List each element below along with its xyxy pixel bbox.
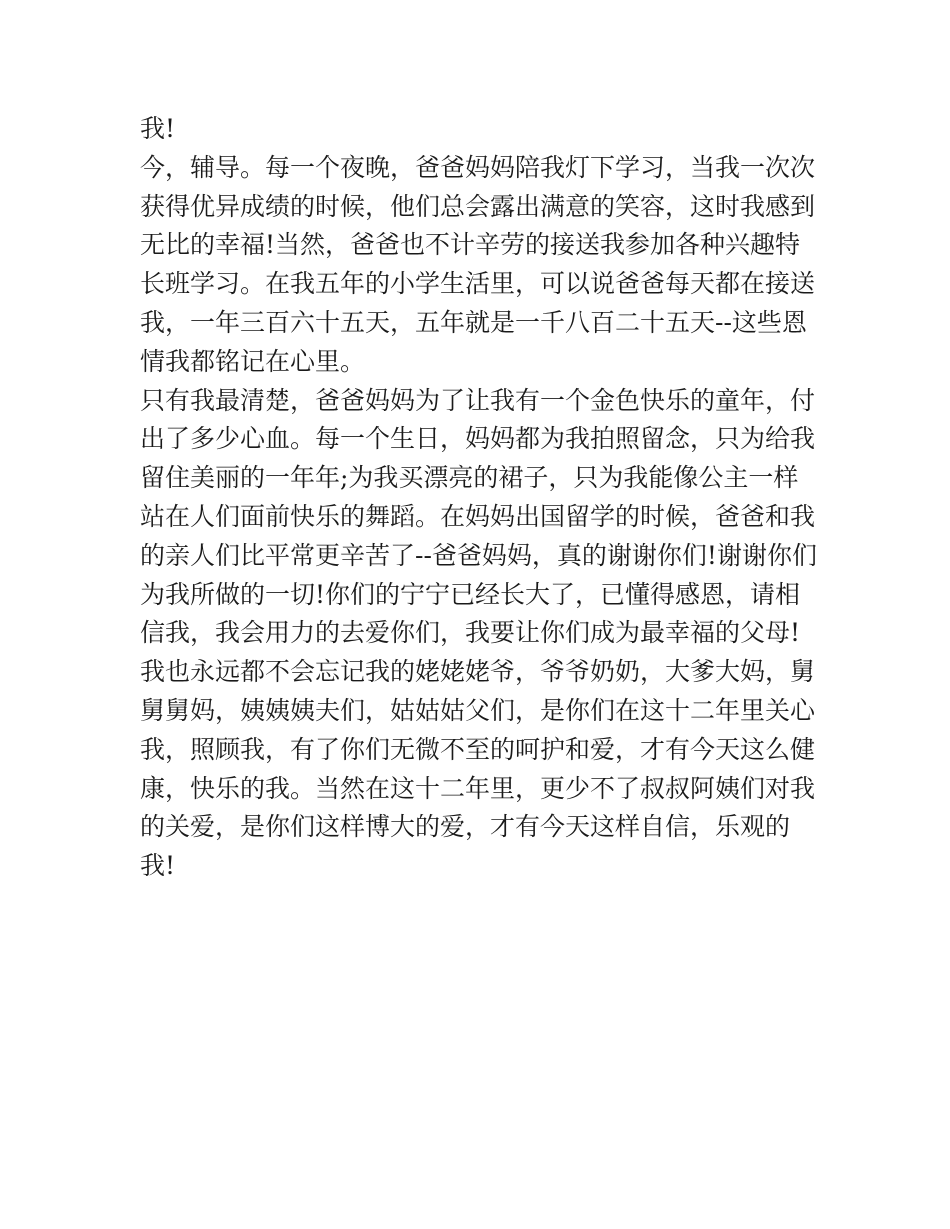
text-line: 今，辅导。每一个夜晚，爸爸妈妈陪我灯下学习，当我一次次 <box>140 152 816 182</box>
text-line: 我，照顾我，有了你们无微不至的呵护和爱，才有今天这么健 <box>140 734 816 764</box>
essay-text <box>140 110 830 886</box>
text-line: 的关爱，是你们这样博大的爱，才有今天这样自信，乐观的 <box>140 812 791 842</box>
text-line: 我也永远都不会忘记我的姥姥姥爷，爷爷奶奶，大爹大妈，舅 <box>140 657 816 687</box>
text-line: 为我所做的一切!你们的宁宁已经长大了，已懂得感恩，请相 <box>140 579 801 609</box>
text-line: 康，快乐的我。当然在这十二年里，更少不了叔叔阿姨们对我 <box>140 773 816 803</box>
text-line: 长班学习。在我五年的小学生活里，可以说爸爸每天都在接送 <box>140 269 816 299</box>
text-line: 信我，我会用力的去爱你们，我要让你们成为最幸福的父母! <box>140 618 801 648</box>
text-line: 留住美丽的一年年;为我买漂亮的裙子，只为我能像公主一样 <box>140 463 799 493</box>
text-line: 我，一年三百六十五天，五年就是一千八百二十五天--这些恩 <box>140 307 807 337</box>
text-line: 的亲人们比平常更辛苦了--爸爸妈妈，真的谢谢你们!谢谢你们 <box>140 540 817 570</box>
text-line: 只有我最清楚，爸爸妈妈为了让我有一个金色快乐的童年，付 <box>140 385 816 415</box>
text-line: 情我都铭记在心里。 <box>140 346 366 376</box>
text-line: 我! <box>140 851 176 881</box>
text-line: 出了多少心血。每一个生日，妈妈都为我拍照留念，只为给我 <box>140 424 816 454</box>
text-line: 我! <box>140 114 176 143</box>
text-line: 获得优异成绩的时候，他们总会露出满意的笑容，这时我感到 <box>140 191 816 221</box>
text-line: 站在人们面前快乐的舞蹈。在妈妈出国留学的时候，爸爸和我 <box>140 501 816 531</box>
text-line: 舅舅妈，姨姨姨夫们，姑姑姑父们，是你们在这十二年里关心 <box>140 695 816 725</box>
text-line: 无比的幸福!当然，爸爸也不计辛劳的接送我参加各种兴趣特 <box>140 230 801 260</box>
